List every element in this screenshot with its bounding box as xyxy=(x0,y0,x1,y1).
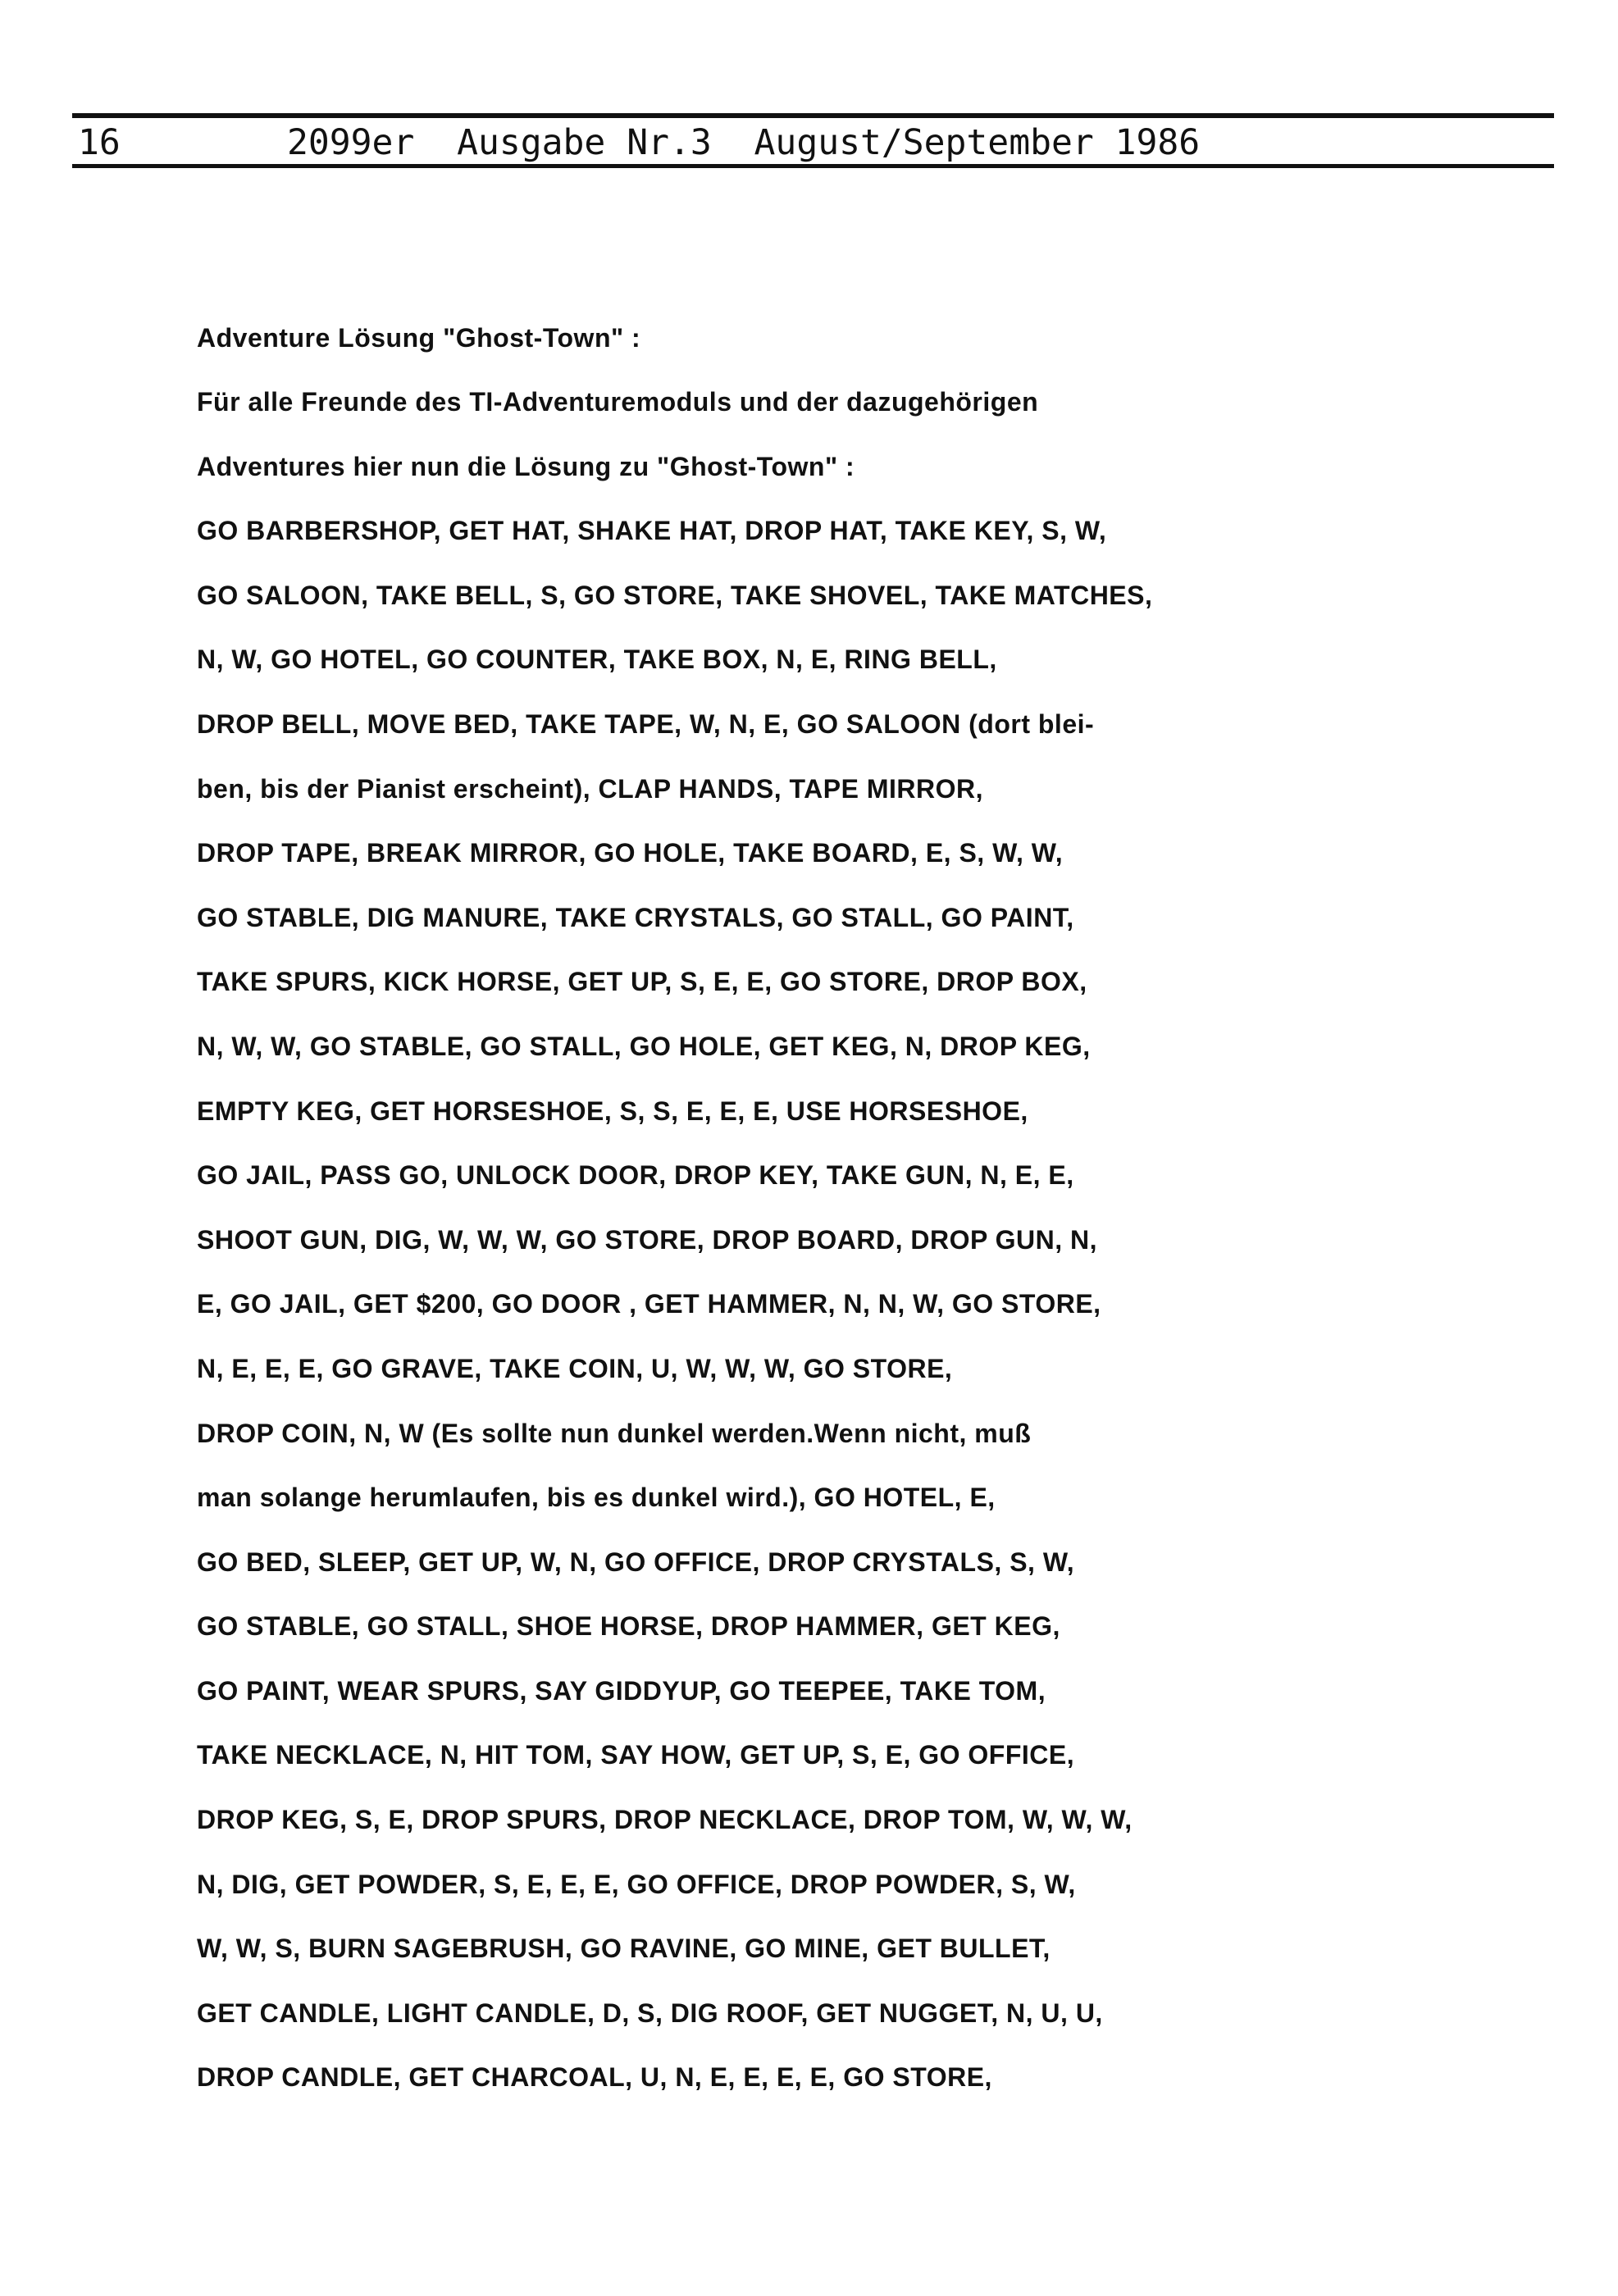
article-lines xyxy=(197,384,1476,2124)
text-line: DROP TAPE, BREAK MIRROR, GO HOLE, TAKE BOARD, E, S, W, W, xyxy=(197,838,1064,868)
text-line: GO PAINT, WEAR SPURS, SAY GIDDYUP, GO TEEPEE, TAKE TOM, xyxy=(197,1675,1046,1706)
text-line: DROP CANDLE, GET CHARCOAL, U, N, E, E, E, E, GO STORE, xyxy=(197,2062,992,2093)
text-line: EMPTY KEG, GET HORSESHOE, S, S, E, E, E, USE HORSESHOE, xyxy=(197,1096,1028,1126)
text-line: DROP COIN, N, W (Es sollte nun dunkel werden.Wenn nicht, muß xyxy=(197,1418,1032,1448)
text-line: GO STABLE, DIG MANURE, TAKE CRYSTALS, GO STALL, GO PAINT, xyxy=(197,902,1074,932)
text-line: N, W, GO HOTEL, GO COUNTER, TAKE BOX, N, E, RING BELL, xyxy=(197,645,997,675)
text-line: TAKE SPURS, KICK HORSE, GET UP, S, E, E, GO STORE, DROP BOX, xyxy=(197,967,1087,997)
text-line: W, W, S, BURN SAGEBRUSH, GO RAVINE, GO MINE, GET BULLET, xyxy=(197,1934,1051,1964)
article-title: Adventure Lösung "Ghost-Town" : xyxy=(197,323,641,353)
text-line: TAKE NECKLACE, N, HIT TOM, SAY HOW, GET UP, S, E, GO OFFICE, xyxy=(197,1740,1075,1770)
text-line: GO JAIL, PASS GO, UNLOCK DOOR, DROP KEY, TAKE GUN, N, E, E, xyxy=(197,1160,1074,1191)
page-number: 16 xyxy=(78,122,121,163)
text-line: man solange herumlaufen, bis es dunkel wird.), GO HOTEL, E, xyxy=(197,1483,996,1513)
text-line: N, W, W, GO STABLE, GO STALL, GO HOLE, GET KEG, N, DROP KEG, xyxy=(197,1031,1091,1061)
text-line: GET CANDLE, LIGHT CANDLE, D, S, DIG ROOF, GET NUGGET, N, U, U, xyxy=(197,1998,1103,2028)
text-line: E, GO JAIL, GET $200, GO DOOR , GET HAMMER, N, N, W, GO STORE, xyxy=(197,1289,1101,1319)
article-body xyxy=(197,320,1476,2124)
text-line: DROP KEG, S, E, DROP SPURS, DROP NECKLACE, DROP TOM, W, W, W, xyxy=(197,1805,1133,1835)
text-line: Adventures hier nun die Lösung zu "Ghost-Town" : xyxy=(197,451,855,481)
text-line: N, DIG, GET POWDER, S, E, E, E, GO OFFICE, DROP POWDER, S, W, xyxy=(197,1869,1076,1899)
text-line: GO STABLE, GO STALL, SHOE HORSE, DROP HAMMER, GET KEG, xyxy=(197,1611,1060,1642)
text-line: ben, bis der Pianist erscheint), CLAP HANDS, TAPE MIRROR, xyxy=(197,773,984,804)
text-line: GO SALOON, TAKE BELL, S, GO STORE, TAKE SHOVEL, TAKE MATCHES, xyxy=(197,580,1153,610)
text-line: N, E, E, E, GO GRAVE, TAKE COIN, U, W, W, W, GO STORE, xyxy=(197,1353,953,1383)
header-top-rule xyxy=(72,113,1554,118)
text-line: DROP BELL, MOVE BED, TAKE TAPE, W, N, E, GO SALOON (dort blei- xyxy=(197,708,1095,739)
text-line: Für alle Freunde des TI-Adventuremoduls und der dazugehörigen xyxy=(197,387,1039,417)
text-line: GO BED, SLEEP, GET UP, W, N, GO OFFICE, DROP CRYSTALS, S, W, xyxy=(197,1547,1075,1577)
text-line: GO BARBERSHOP, GET HAT, SHAKE HAT, DROP HAT, TAKE KEY, S, W, xyxy=(197,516,1107,546)
text-line: SHOOT GUN, DIG, W, W, W, GO STORE, DROP BOARD, DROP GUN, N, xyxy=(197,1224,1098,1255)
issue-header: 2099er Ausgabe Nr.3 August/September 1986 xyxy=(287,122,1201,163)
header-bottom-rule xyxy=(72,164,1554,168)
